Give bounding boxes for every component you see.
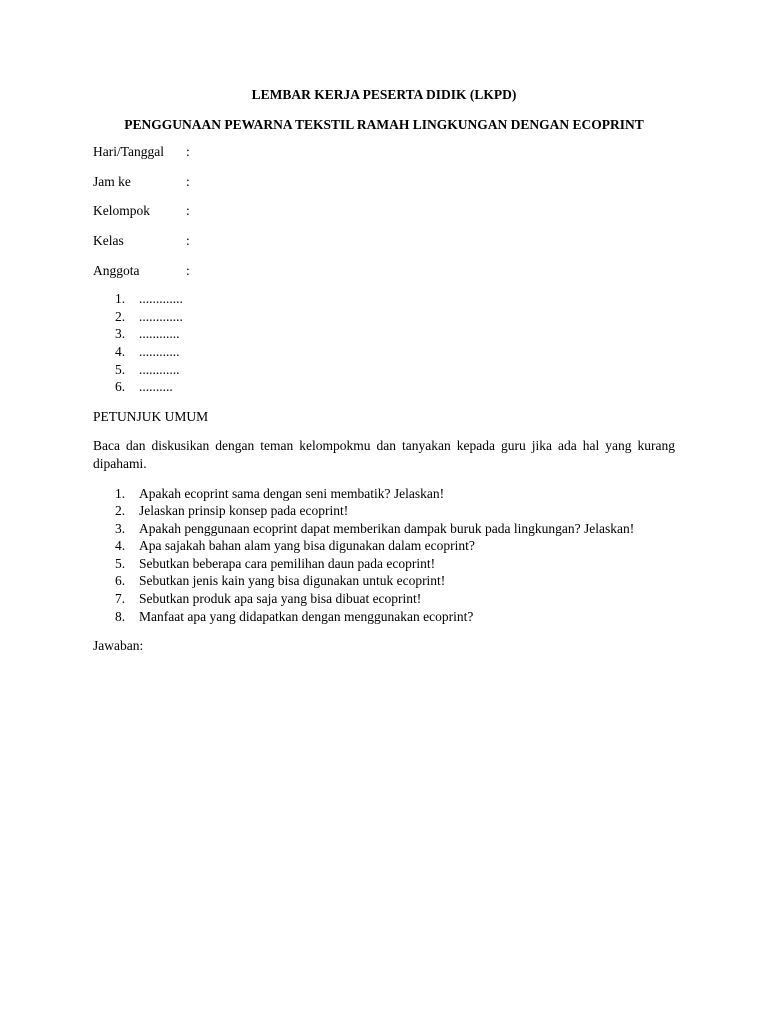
field-row-date [93,143,675,161]
list-text: .......... [139,379,173,395]
field-label: Anggota [93,262,140,278]
list-item [93,572,675,590]
list-number: 7. [115,591,126,607]
list-number: 5. [115,361,126,377]
section-heading: PETUNJUK UMUM [93,408,209,424]
list-number: 5. [115,555,126,571]
field-colon: : [186,144,190,160]
member-list [93,290,675,396]
instruction-paragraph: Baca dan diskusikan dengan teman kelompokmu dan tanyakan kepada guru jika ada hal yang kurang dipahami. [93,438,675,471]
list-number: 4. [115,343,126,359]
list-item [93,608,675,626]
list-text: ............ [139,326,180,342]
list-item [93,290,675,308]
list-number: 1. [115,291,126,307]
list-number: 6. [115,573,126,589]
field-label: Jam ke [93,173,131,189]
list-number: 2. [115,503,126,519]
field-row-class [93,232,675,250]
list-item [93,343,675,361]
list-item [93,520,675,538]
list-number: 3. [115,520,126,536]
list-item [93,378,675,396]
list-text: Sebutkan beberapa cara pemilihan daun pada ecoprint! [139,555,436,571]
list-number: 4. [115,538,126,554]
list-item [93,537,675,555]
list-item [93,555,675,573]
list-text: Jelaskan prinsip konsep pada ecoprint! [139,503,349,519]
field-row-group [93,202,675,220]
list-text: Apakah ecoprint sama dengan seni membatik? Jelaskan! [139,485,445,501]
identity-fields [93,143,675,279]
list-number: 2. [115,308,126,324]
field-colon: : [186,232,190,248]
list-text: ............. [139,291,183,307]
list-text: Manfaat apa yang didapatkan dengan menggunakan ecoprint? [139,608,474,624]
list-text: ............ [139,361,180,377]
field-row-members [93,262,675,280]
list-item [93,590,675,608]
list-text: Sebutkan produk apa saja yang bisa dibuat ecoprint! [139,591,422,607]
question-list [93,485,675,626]
list-text: ............. [139,308,183,324]
list-number: 1. [115,485,126,501]
list-item [93,308,675,326]
answer-label: Jawaban: [93,638,144,654]
list-item [93,361,675,379]
list-number: 3. [115,326,126,342]
field-colon: : [186,173,190,189]
list-number: 6. [115,379,126,395]
field-label: Hari/Tanggal [93,144,165,160]
list-text: Sebutkan jenis kain yang bisa digunakan untuk ecoprint! [139,573,446,589]
list-text: ............ [139,343,180,359]
list-number: 8. [115,608,126,624]
list-item [93,502,675,520]
list-text: Apakah penggunaan ecoprint dapat memberikan dampak buruk pada lingkungan? Jelaskan! [139,520,635,536]
field-colon: : [186,203,190,219]
field-label: Kelompok [93,203,150,219]
document-body [93,86,675,655]
list-item [93,325,675,343]
document-subtitle: PENGGUNAAN PEWARNA TEKSTIL RAMAH LINGKUNGAN DENGAN ECOPRINT [124,116,644,132]
field-label: Kelas [93,232,124,248]
document-title: LEMBAR KERJA PESERTA DIDIK (LKPD) [251,87,517,102]
field-row-period [93,173,675,191]
field-colon: : [186,262,190,278]
list-text: Apa sajakah bahan alam yang bisa digunakan dalam ecoprint? [139,538,475,554]
list-item [93,485,675,503]
